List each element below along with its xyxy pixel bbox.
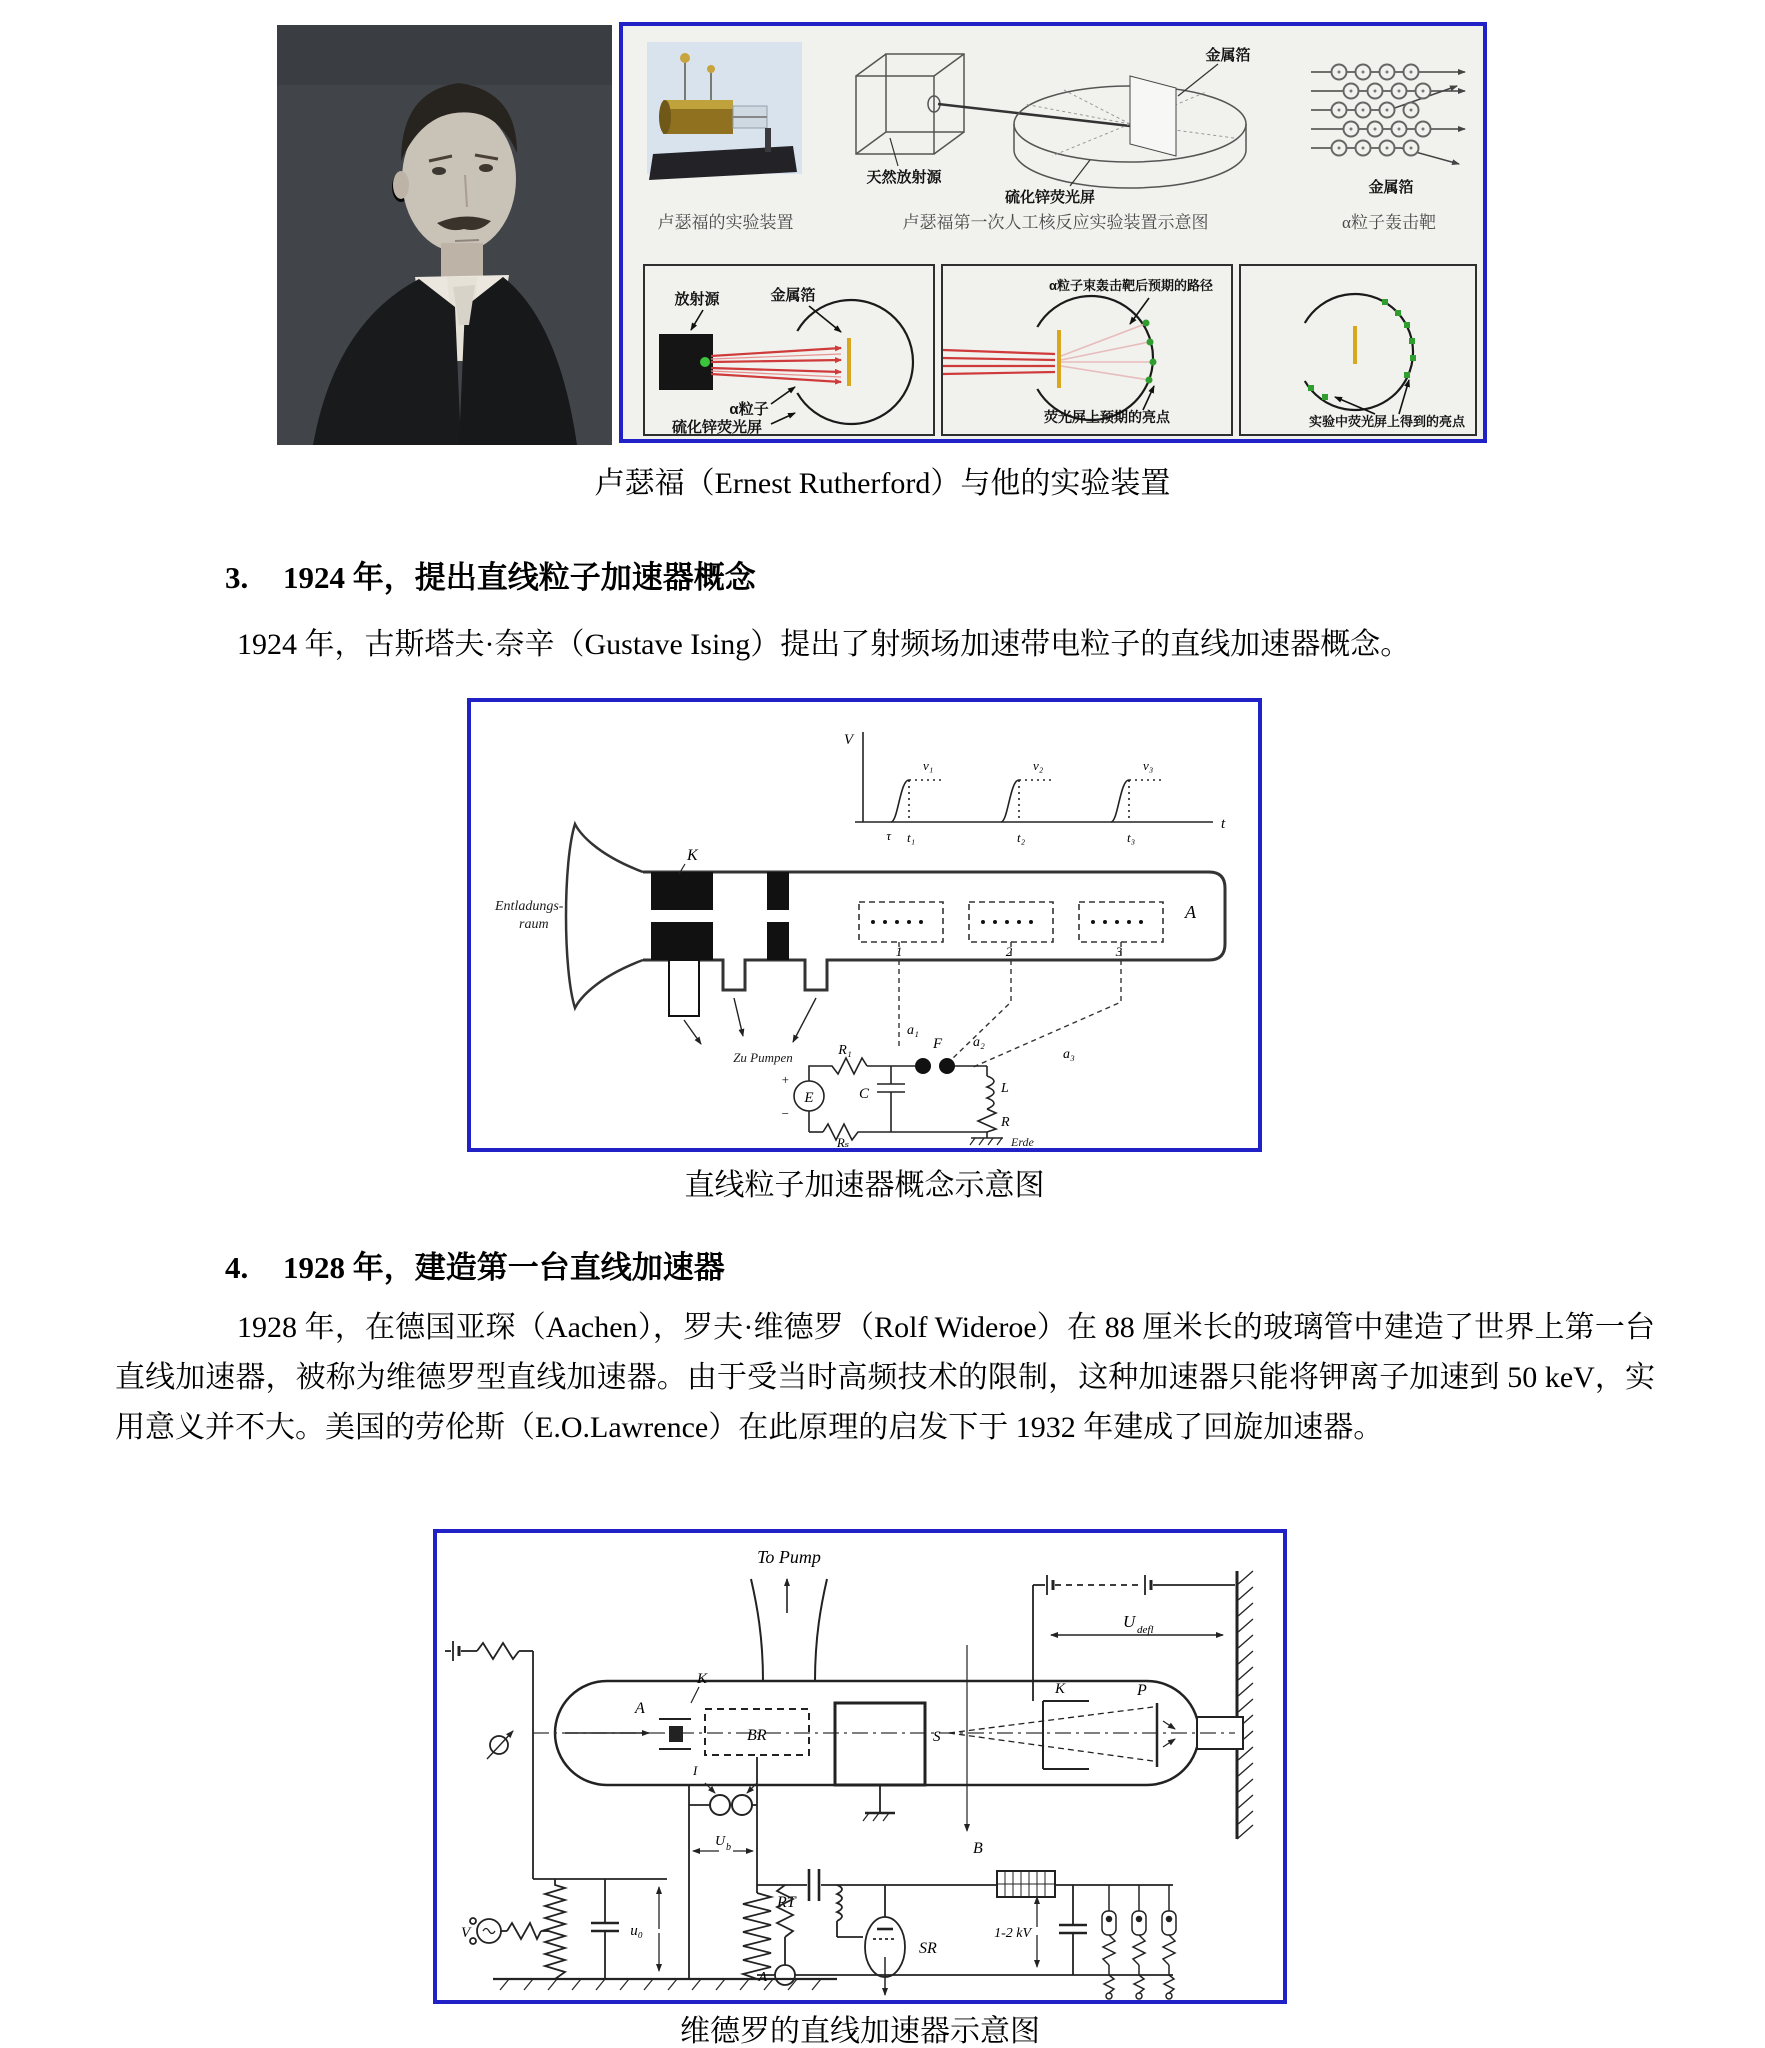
a3-label: a₃ [1063, 1047, 1075, 1062]
electrode-1-label: 1 [895, 944, 903, 959]
ammeter-label: A [758, 1970, 767, 1985]
section-3-title: 1924 年，提出直线粒子加速器概念 [283, 560, 756, 595]
u0-label: u₀ [630, 1923, 643, 1939]
screen-circle [1037, 296, 1153, 420]
r-label: R [1001, 1115, 1010, 1130]
ub-u-label: U [715, 1834, 726, 1849]
section-3-paragraph: 1924 年，古斯塔夫·奈辛（Gustave Ising）提出了射频场加速带电粒子的直线加速器概念。 [237, 628, 1411, 661]
to-pump-label: To Pump [757, 1547, 821, 1567]
ising-diagram [471, 702, 1258, 1148]
alpha-beams [943, 350, 1055, 374]
foil-label: 金属箔 [1205, 47, 1251, 64]
a2-label: a₂ [973, 1035, 985, 1050]
wideroe-figure-caption: 维德罗的直线加速器示意图 [680, 2015, 1040, 2048]
apparatus-photo [647, 42, 802, 202]
rs-label: Rₛ [836, 1135, 850, 1148]
electrode-3-label: 3 [1115, 944, 1123, 959]
rt-label: RT [777, 1894, 796, 1911]
spark-gap-f-label: F [933, 1036, 943, 1052]
experiment-panel-3 [1239, 264, 1477, 436]
feed-circuit [445, 1641, 649, 1879]
transmitted-beams [1061, 324, 1152, 380]
beam-rod [938, 104, 1130, 126]
t2-label: t₂ [1017, 830, 1026, 845]
kv-dimension [994, 1897, 1037, 1967]
zns-screen-label: 硫化锌荧光屏 [1004, 189, 1096, 206]
natural-source-label: 天然放射源 [866, 169, 942, 186]
c-label: C [858, 1086, 869, 1102]
expected-path-label: α粒子束轰击靶后预期的路径 [1049, 278, 1213, 293]
expected-spots-label: 荧光屏上预期的亮点 [1044, 409, 1170, 425]
v2-label: v₂ [1033, 758, 1044, 773]
wideroe-diagram [437, 1533, 1283, 2000]
t3-label: t₃ [1127, 830, 1136, 845]
tube-ground [863, 1785, 895, 1821]
source-e-label: E [804, 1090, 814, 1106]
plus-label: + [781, 1072, 789, 1087]
p-label: P [1137, 1682, 1147, 1699]
source-dot [700, 357, 710, 367]
udefl-dimension [1051, 1612, 1223, 1636]
alpha-target-drawing [1309, 46, 1473, 206]
source-label: 放射源 [674, 291, 720, 308]
supply-circuit [782, 1036, 1035, 1148]
rutherford-photo [277, 25, 612, 445]
anode-a-label: A [635, 1700, 645, 1717]
section-3-heading [225, 552, 756, 597]
s-label: S [933, 1729, 941, 1745]
v-source-label: V [461, 1925, 471, 1941]
l-label: L [1001, 1081, 1009, 1096]
accelerator-tube [494, 824, 1225, 1016]
section-4-paragraph: 1928 年，在德国亚琛（Aachen），罗夫·维德罗（Rolf Wideroe）在 88 厘米长的玻璃管中建造了世界上第一台直线加速器，被称为维德罗型直线加速器。由于受当时高频技术的限制，这种加速器只能将钾离子加速到 50 keV，实用意义并不大。美国的劳伦斯（E.O.Lawrence）在此原理的启发下于 1932 年建成了回旋加速器。 [115, 1311, 1655, 1444]
experiment-3-drawing [1241, 266, 1475, 434]
pump-port [684, 998, 816, 1065]
section-4-heading [225, 1242, 725, 1287]
b-field-line [967, 1645, 983, 1857]
t-axis-label: t [1221, 816, 1226, 832]
discharge-funnel [566, 824, 643, 1008]
ising-figure-caption: 直线粒子加速器概念示意图 [684, 1169, 1045, 1202]
minus-label: − [781, 1106, 789, 1121]
alpha-beams-light [711, 354, 841, 377]
br-label: BR [747, 1727, 767, 1744]
section-4-title: 1928 年，建造第一台直线加速器 [283, 1250, 725, 1285]
v3-label: v₃ [1143, 758, 1154, 773]
target-caption: α粒子轰击靶 [1342, 213, 1436, 232]
screen-circle [797, 300, 913, 424]
ub-b-label: b [726, 1842, 731, 1853]
erde-label: Erde [1011, 1135, 1034, 1148]
zu-pumpen-label: Zu Pumpen [733, 1050, 793, 1065]
udefl-sub-label: defl [1137, 1624, 1154, 1636]
ising-figure [467, 698, 1262, 1152]
b-label: B [973, 1840, 983, 1857]
experiment-panel-2 [941, 264, 1233, 436]
entladungsraum-label-1: Entladungs- [495, 899, 564, 914]
udefl-u-label: U [1123, 1612, 1136, 1631]
observed-spots [1308, 299, 1416, 400]
i-label: I [693, 1763, 698, 1778]
experiment-2-drawing [943, 266, 1231, 434]
reaction-caption: 卢瑟福第一次人工核反应实验装置示意图 [902, 213, 1209, 232]
u0-dimension [630, 1887, 659, 1971]
expected-spots [1143, 320, 1157, 384]
experiment-1-drawing [645, 266, 933, 434]
k2-label: K [1055, 1681, 1066, 1697]
k1-label: K [697, 1671, 708, 1687]
cathode-k-label: K [687, 847, 698, 864]
kv-label: 1-2 kV [994, 1926, 1031, 1941]
reaction-setup-sketch [838, 38, 1278, 208]
tau-label: τ [886, 828, 891, 843]
screen-label: 硫化锌荧光屏 [671, 419, 763, 434]
alpha-label: α粒子 [729, 401, 769, 418]
alpha-target-sketch [1309, 46, 1473, 206]
anode-a-label: A [1185, 902, 1196, 922]
pump-pipe [751, 1579, 827, 1681]
voltage-waveform [844, 732, 1226, 845]
a1-label: a₁ [907, 1023, 919, 1038]
v-axis-label: V [843, 732, 853, 748]
experiment-panel-1 [643, 264, 935, 436]
entladungsraum-label-2: raum [519, 917, 549, 932]
reaction-setup-drawing [838, 38, 1278, 208]
alpha-beams [711, 348, 841, 382]
v1-label: v₁ [923, 758, 934, 773]
section-4-number: 4. [225, 1250, 249, 1285]
wall [1237, 1571, 1253, 1839]
tube-internals [634, 1671, 1175, 1785]
sr-label: SR [919, 1940, 937, 1957]
rutherford-portrait-image [277, 25, 612, 445]
t1-label: t₁ [907, 830, 916, 845]
r1-label: R₁ [838, 1043, 852, 1058]
diverging-beam [949, 1707, 1153, 1761]
lattice-foil-label: 金属箔 [1368, 179, 1414, 196]
observed-spots-label: 实验中荧光屏上得到的亮点 [1308, 414, 1466, 429]
rectifier-branches [1102, 1885, 1176, 1999]
section-3-number: 3. [225, 560, 249, 595]
rutherford-figure-caption: 卢瑟福（Ernest Rutherford）与他的实验装置 [594, 467, 1171, 500]
foil-plane [1130, 76, 1176, 156]
atom-lattice [1339, 72, 1447, 148]
electrode-2-label: 2 [1005, 944, 1013, 959]
rutherford-experiments-panel [619, 22, 1487, 443]
wideroe-figure [433, 1529, 1287, 2004]
apparatus-image [647, 42, 802, 202]
foil-label: 金属箔 [770, 287, 816, 304]
apparatus-caption: 卢瑟福的实验装置 [657, 213, 794, 232]
dish-spokes [1024, 90, 1234, 156]
